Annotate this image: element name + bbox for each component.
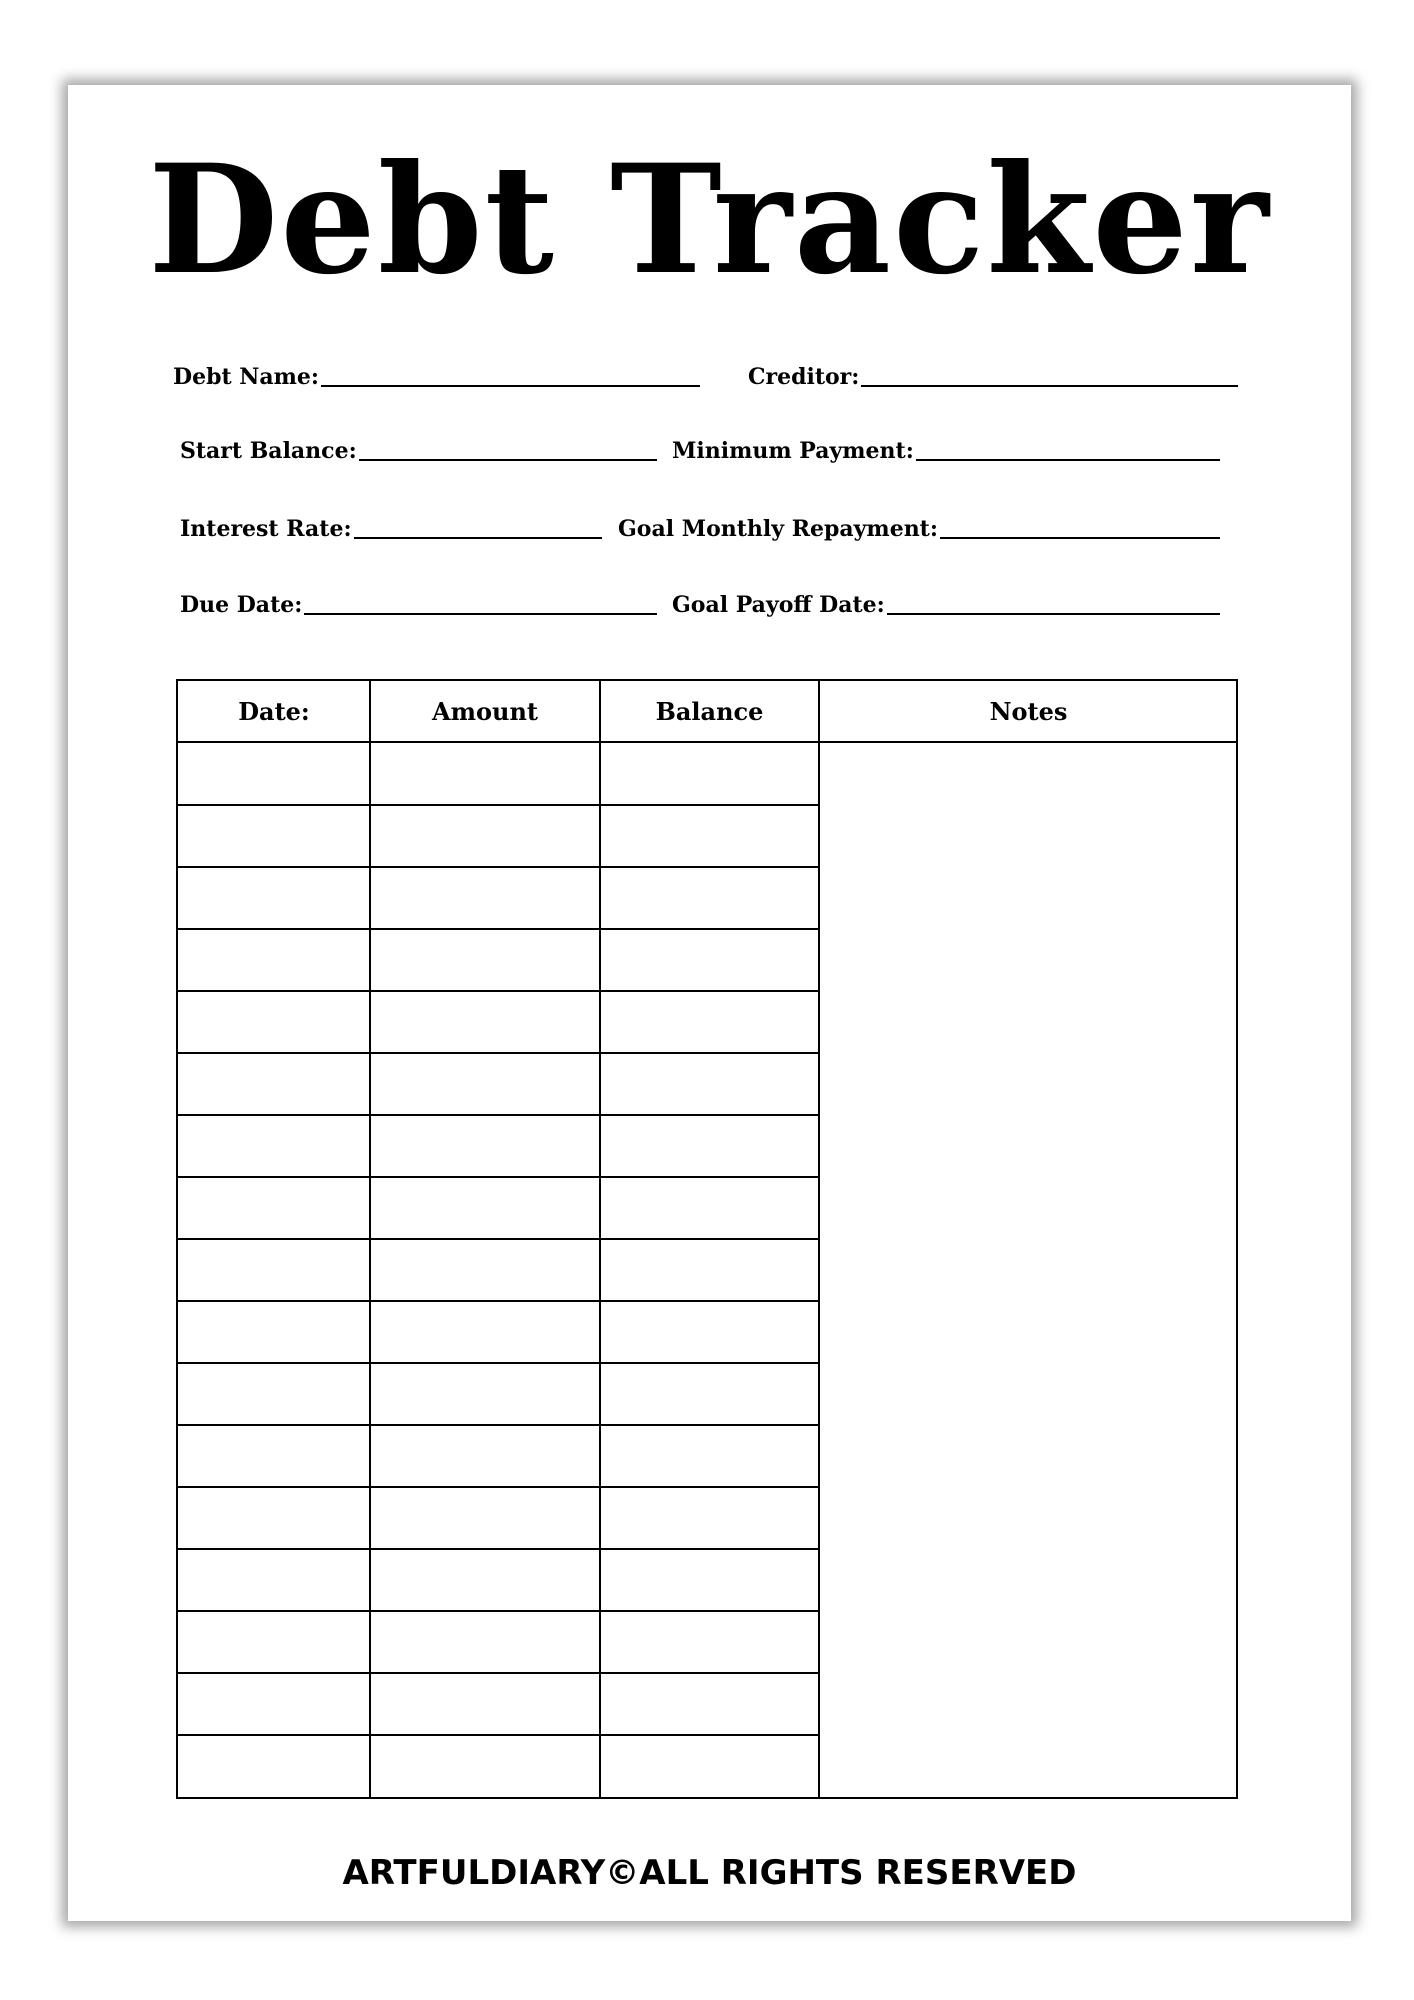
date-cell[interactable] [178,1240,369,1300]
goal-monthly-repayment-line [940,537,1220,539]
amount-cell[interactable] [371,1054,599,1114]
interest-rate-field[interactable] [180,509,602,541]
balance-cell[interactable] [601,1116,818,1176]
balance-cell[interactable] [601,1550,818,1610]
notes-area[interactable] [820,743,1236,1797]
column-header-notes: Notes [989,696,1068,726]
creditor-field[interactable] [748,357,1238,389]
date-cell[interactable] [178,930,369,990]
balance-cell[interactable] [601,1426,818,1486]
balance-cell[interactable] [601,930,818,990]
amount-cell[interactable] [371,1302,599,1362]
date-cell[interactable] [178,1364,369,1424]
interest-rate-line [354,537,602,539]
minimum-payment-label: Minimum Payment: [672,438,914,464]
date-cell[interactable] [178,1550,369,1610]
column-header-date: Date: [238,696,310,726]
amount-cell[interactable] [371,1178,599,1238]
minimum-payment-line [916,459,1220,461]
amount-cell[interactable] [371,1116,599,1176]
date-cell[interactable] [178,1178,369,1238]
date-cell[interactable] [178,1674,369,1734]
date-cell[interactable] [178,1116,369,1176]
creditor-label: Creditor: [748,364,860,390]
due-date-line [304,613,657,615]
date-cell[interactable] [178,1426,369,1486]
amount-cell[interactable] [371,744,599,804]
column-header-balance: Balance [655,696,764,726]
goal-monthly-repayment-field[interactable] [618,509,1220,541]
start-balance-label: Start Balance: [180,438,357,464]
goal-monthly-repayment-label: Goal Monthly Repayment: [618,516,938,542]
date-cell[interactable] [178,1054,369,1114]
amount-cell[interactable] [371,1488,599,1548]
table-header-row [178,681,1236,743]
due-date-field[interactable] [180,585,657,617]
tracker-sheet [68,85,1351,1921]
balance-cell[interactable] [601,1674,818,1734]
amount-cell[interactable] [371,1240,599,1300]
debt-name-line [321,385,700,387]
balance-cell[interactable] [601,868,818,928]
amount-cell[interactable] [371,992,599,1052]
balance-cell[interactable] [601,744,818,804]
amount-cell[interactable] [371,1550,599,1610]
amount-cell[interactable] [371,1674,599,1734]
date-cell[interactable] [178,868,369,928]
balance-cell[interactable] [601,1302,818,1362]
date-cell[interactable] [178,1302,369,1362]
balance-cell[interactable] [601,806,818,866]
amount-cell[interactable] [371,1426,599,1486]
amount-cell[interactable] [371,868,599,928]
page-title: Debt Tracker [148,132,1271,308]
amount-cell[interactable] [371,930,599,990]
goal-payoff-date-field[interactable] [672,585,1220,617]
copyright-footer: ARTFULDIARY©ALL RIGHTS RESERVED [342,1853,1077,1893]
date-cell[interactable] [178,1612,369,1672]
start-balance-field[interactable] [180,431,657,463]
amount-cell[interactable] [371,1364,599,1424]
column-header-amount: Amount [431,696,538,726]
date-cell[interactable] [178,1736,369,1796]
amount-cell[interactable] [371,806,599,866]
balance-cell[interactable] [601,1488,818,1548]
minimum-payment-field[interactable] [672,431,1220,463]
amount-cell[interactable] [371,1736,599,1796]
balance-cell[interactable] [601,1364,818,1424]
due-date-label: Due Date: [180,592,303,618]
balance-cell[interactable] [601,992,818,1052]
start-balance-line [359,459,657,461]
debt-name-field[interactable] [173,357,700,389]
balance-cell[interactable] [601,1736,818,1796]
balance-cell[interactable] [601,1240,818,1300]
date-cell[interactable] [178,744,369,804]
goal-payoff-date-line [887,613,1220,615]
amount-cell[interactable] [371,1612,599,1672]
balance-cell[interactable] [601,1054,818,1114]
date-cell[interactable] [178,806,369,866]
date-cell[interactable] [178,992,369,1052]
date-cell[interactable] [178,1488,369,1548]
balance-cell[interactable] [601,1612,818,1672]
debt-name-label: Debt Name: [173,364,320,390]
payment-table [176,679,1238,1799]
balance-cell[interactable] [601,1178,818,1238]
interest-rate-label: Interest Rate: [180,516,352,542]
creditor-line [861,385,1238,387]
goal-payoff-date-label: Goal Payoff Date: [672,592,885,618]
